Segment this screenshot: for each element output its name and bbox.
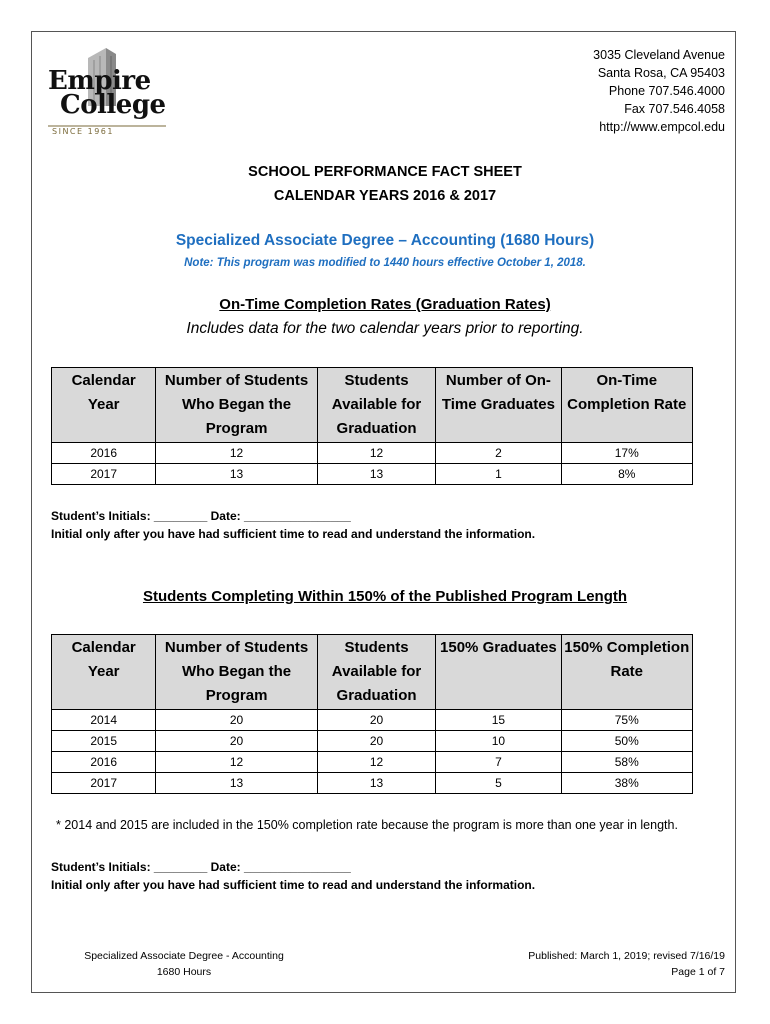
table-cell: 20 — [156, 731, 317, 752]
table-cell: 15 — [436, 710, 561, 731]
table-cell: 13 — [317, 464, 436, 485]
page-title: SCHOOL PERFORMANCE FACT SHEET — [248, 164, 522, 180]
table-row — [52, 710, 693, 731]
initials-instruction: Initial only after you have had sufficient time to read and understand the information. — [51, 878, 536, 892]
table-cell: 2 — [436, 443, 561, 464]
address-website: http://www.empcol.edu — [599, 120, 725, 134]
section2-heading: Students Completing Within 150% of the Published Program Length — [142, 588, 628, 605]
table-cell: 12 — [317, 443, 436, 464]
col-header: Students Available for Graduation — [317, 368, 436, 443]
table-cell: 17% — [561, 443, 692, 464]
page-subtitle: CALENDAR YEARS 2016 & 2017 — [273, 188, 497, 204]
table-cell: 5 — [436, 773, 561, 794]
address-street: 3035 Cleveland Avenue — [593, 48, 725, 62]
table-header-row — [52, 368, 693, 443]
section1-subheading: Includes data for the two calendar years prior to reporting. — [186, 320, 584, 337]
col-header: Number of On-Time Graduates — [436, 368, 561, 443]
footnote: * 2014 and 2015 are included in the 150% completion rate because the program is more than one year in length. — [56, 818, 678, 832]
logo-line1: Empire — [48, 66, 151, 96]
table-cell: 38% — [561, 773, 692, 794]
table-cell: 13 — [156, 464, 317, 485]
table-cell: 50% — [561, 731, 692, 752]
initials-instruction: Initial only after you have had sufficient time to read and understand the information. — [51, 527, 536, 541]
initials-block-1 — [51, 507, 535, 543]
table-cell: 20 — [156, 710, 317, 731]
col-header: Calendar Year — [52, 635, 156, 710]
table-cell: 2016 — [52, 443, 156, 464]
table-cell: 2017 — [52, 773, 156, 794]
footer-hours: 1680 Hours — [156, 966, 212, 978]
completion-150-table — [51, 634, 693, 794]
logo-line2: College — [60, 90, 166, 120]
table-cell: 7 — [436, 752, 561, 773]
table-row — [52, 752, 693, 773]
table-cell: 13 — [156, 773, 317, 794]
table-cell: 8% — [561, 464, 692, 485]
table-cell: 13 — [317, 773, 436, 794]
table-cell: 2014 — [52, 710, 156, 731]
table-cell: 12 — [156, 752, 317, 773]
program-note: Note: This program was modified to 1440 hours effective October 1, 2018. — [184, 257, 586, 269]
table-cell: 58% — [561, 752, 692, 773]
table-row — [52, 773, 693, 794]
initials-block-2 — [51, 858, 535, 894]
table-cell: 2016 — [52, 752, 156, 773]
table-cell: 2017 — [52, 464, 156, 485]
empire-college-logo — [48, 46, 178, 138]
program-name: Specialized Associate Degree – Accounting (1680 Hours) — [175, 232, 595, 249]
table-cell: 20 — [317, 731, 436, 752]
table-cell: 2015 — [52, 731, 156, 752]
initials-line[interactable]: Student’s Initials: ________ Date: ________________ — [51, 860, 351, 874]
school-address — [593, 46, 725, 136]
table-cell: 20 — [317, 710, 436, 731]
footer-program: Specialized Associate Degree - Accounting — [84, 950, 284, 962]
table-cell: 10 — [436, 731, 561, 752]
address-phone: Phone 707.546.4000 — [608, 84, 725, 98]
col-header: Number of Students Who Began the Program — [156, 368, 317, 443]
address-fax: Fax 707.546.4058 — [624, 102, 725, 116]
table-header-row — [52, 635, 693, 710]
address-city: Santa Rosa, CA 95403 — [597, 66, 725, 80]
footer-published: Published: March 1, 2019; revised 7/16/19 — [528, 950, 725, 962]
table-row — [52, 731, 693, 752]
table-row — [52, 443, 693, 464]
col-header: 150% Graduates — [436, 635, 561, 710]
initials-line[interactable]: Student’s Initials: ________ Date: ________________ — [51, 509, 351, 523]
footer-page-number: Page 1 of 7 — [671, 966, 725, 978]
on-time-completion-table — [51, 367, 693, 485]
col-header: Calendar Year — [52, 368, 156, 443]
footer-left — [84, 948, 284, 980]
table-row — [52, 464, 693, 485]
table-cell: 12 — [317, 752, 436, 773]
col-header: Number of Students Who Began the Program — [156, 635, 317, 710]
col-header: 150% Completion Rate — [561, 635, 692, 710]
section1-heading: On-Time Completion Rates (Graduation Rates) — [219, 296, 551, 313]
table-cell: 75% — [561, 710, 692, 731]
footer-right — [528, 948, 725, 980]
col-header: On-Time Completion Rate — [561, 368, 692, 443]
table-cell: 12 — [156, 443, 317, 464]
logo-since: SINCE 1961 — [52, 127, 114, 136]
table-cell: 1 — [436, 464, 561, 485]
col-header: Students Available for Graduation — [317, 635, 436, 710]
